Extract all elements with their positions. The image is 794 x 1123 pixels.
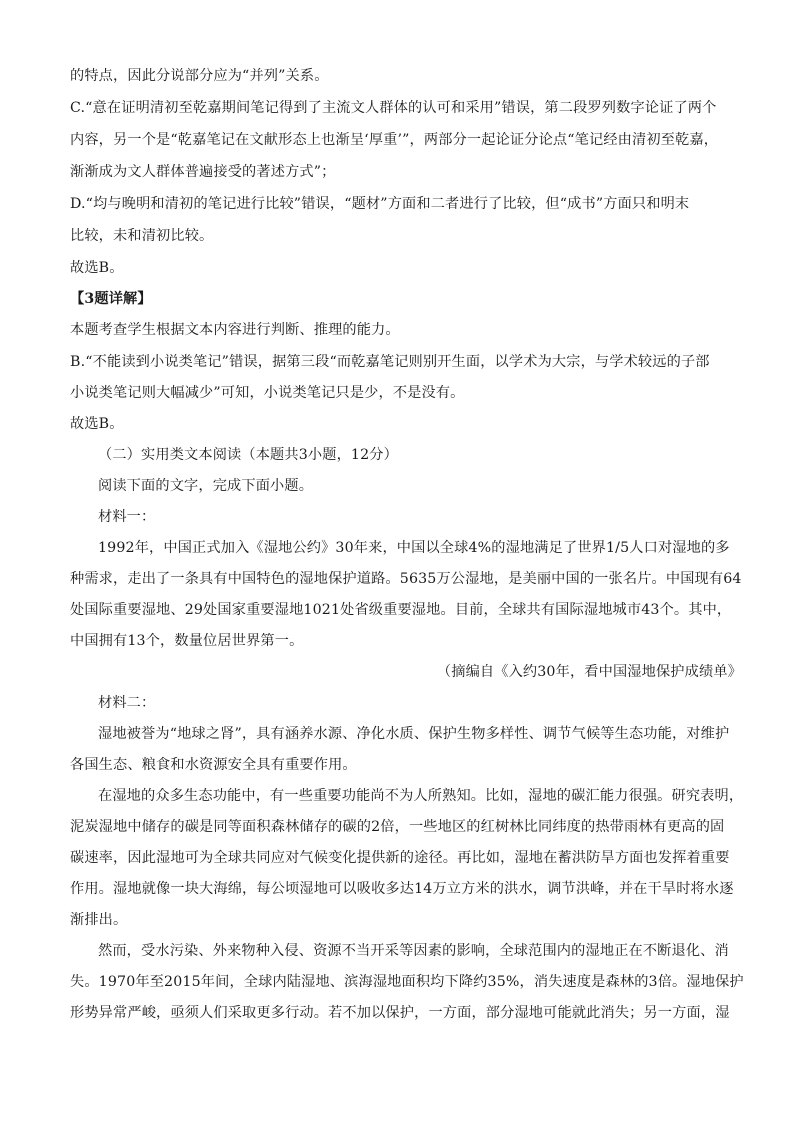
text-line: 失。1970年至2015年间，全球内陆湿地、滨海湿地面积均下降约35%，消失速度是森林的3倍。湿地保护	[70, 974, 744, 990]
text-line: 小说类笔记则大幅减少”可知，小说类笔记只是少，不是没有。	[70, 385, 465, 401]
text-line: 渐渐成为文人群体普遍接受的著述方式”；	[70, 164, 336, 180]
section-title: （二）实用类文本阅读（本题共3小题，12分）	[98, 447, 398, 463]
text-line: 作用。湿地就像一块大海绵，每公顷湿地可以吸收多达14万立方米的洪水，调节洪峰，并在干旱时将水逐	[70, 881, 734, 897]
text-line: 比较，未和清初比较。	[70, 228, 214, 244]
source-citation: （摘编自《入约30年，看中国湿地保护成绩单》	[436, 664, 742, 680]
text-line: 碳速率，因此湿地可为全球共同应对气候变化提供新的途径。再比如，湿地在蓄洪防旱方面也发挥着重要	[70, 850, 730, 866]
material-heading: 材料二：	[98, 695, 156, 711]
text-line: 本题考查学生根据文本内容进行判断、推理的能力。	[70, 322, 400, 338]
text-line: 故选B。	[70, 260, 124, 276]
text-line: 的特点，因此分说部分应为“并列”关系。	[70, 68, 329, 84]
material-heading: 材料一：	[98, 509, 156, 525]
section-heading: 【3题详解】	[70, 291, 152, 307]
text-line: B.“不能读到小说类笔记”错误，据第三段“而乾嘉笔记则别开生面，以学术为大宗，与学术较远的子部	[70, 354, 710, 370]
instruction-line: 阅读下面的文字，完成下面小题。	[98, 478, 314, 494]
text-line: 形势异常严峻，亟须人们采取更多行动。若不加以保护，一方面，部分湿地可能就此消失；另一方面，湿	[70, 1005, 730, 1021]
text-line: C.“意在证明清初至乾嘉期间笔记得到了主流文人群体的认可和采用”错误，第二段罗列数字论证了两个	[70, 100, 717, 116]
text-line: 处国际重要湿地、29处国家重要湿地1021处省级重要湿地。目前，全球共有国际湿地城市43个。其中，	[70, 602, 732, 618]
text-line: 然而，受水污染、外来物种入侵、资源不当开采等因素的影响，全球范围内的湿地正在不断退化、消	[98, 943, 729, 959]
text-line: 故选B。	[70, 416, 124, 432]
text-line: 1992年，中国正式加入《湿地公约》30年来，中国以全球4%的湿地满足了世界1/5人口对湿地的多	[98, 540, 730, 556]
text-line: 渐排出。	[70, 912, 128, 928]
text-line: 中国拥有13个，数量位居世界第一。	[70, 633, 304, 649]
text-line: 湿地被誉为“地球之肾”，具有涵养水源、净化水质、保护生物多样性、调节气候等生态功能，对维护	[98, 726, 730, 742]
text-line: 在湿地的众多生态功能中，有一些重要功能尚不为人所熟知。比如，湿地的碳汇能力很强。研究表明，	[98, 788, 744, 804]
text-line: D.“均与晚明和清初的笔记进行比较”错误，“题材”方面和二者进行了比较，但“成书”方面只和明末	[70, 196, 690, 212]
text-line: 各国生态、粮食和水资源安全具有重要作用。	[70, 757, 357, 773]
text-line: 泥炭湿地中储存的碳是同等面积森林储存的碳的2倍，一些地区的红树林比同纬度的热带雨林有更高的固	[70, 819, 725, 835]
text-line: 内容，另一个是“乾嘉笔记在文献形态上也渐呈‘厚重’”，两部分一起论证分论点“笔记经由清初至乾嘉，	[70, 132, 719, 148]
text-line: 种需求，走出了一条具有中国特色的湿地保护道路。5635万公湿地，是美丽中国的一张名片。中国现有64	[70, 571, 742, 587]
